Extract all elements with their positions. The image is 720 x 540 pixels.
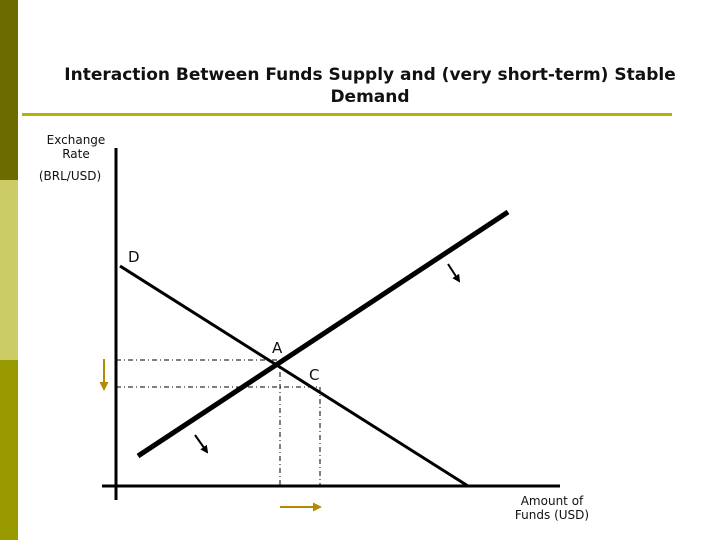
supply-curve bbox=[138, 212, 508, 456]
supply-shift-arrow-bottom bbox=[195, 435, 207, 452]
y-axis-unit: (BRL/USD) bbox=[38, 169, 102, 183]
x-axis-label: Amount of Funds (USD) bbox=[514, 494, 590, 522]
supply-shift-arrow-top bbox=[448, 264, 459, 281]
y-axis-label-text: Exchange Rate bbox=[46, 133, 106, 161]
demand-label: D bbox=[128, 248, 140, 266]
demand-curve bbox=[120, 266, 468, 486]
diagram-title: Interaction Between Funds Supply and (very short-term) Stable Demand bbox=[64, 65, 676, 107]
point-c-label: C bbox=[309, 366, 320, 384]
point-a-label: A bbox=[272, 339, 283, 357]
